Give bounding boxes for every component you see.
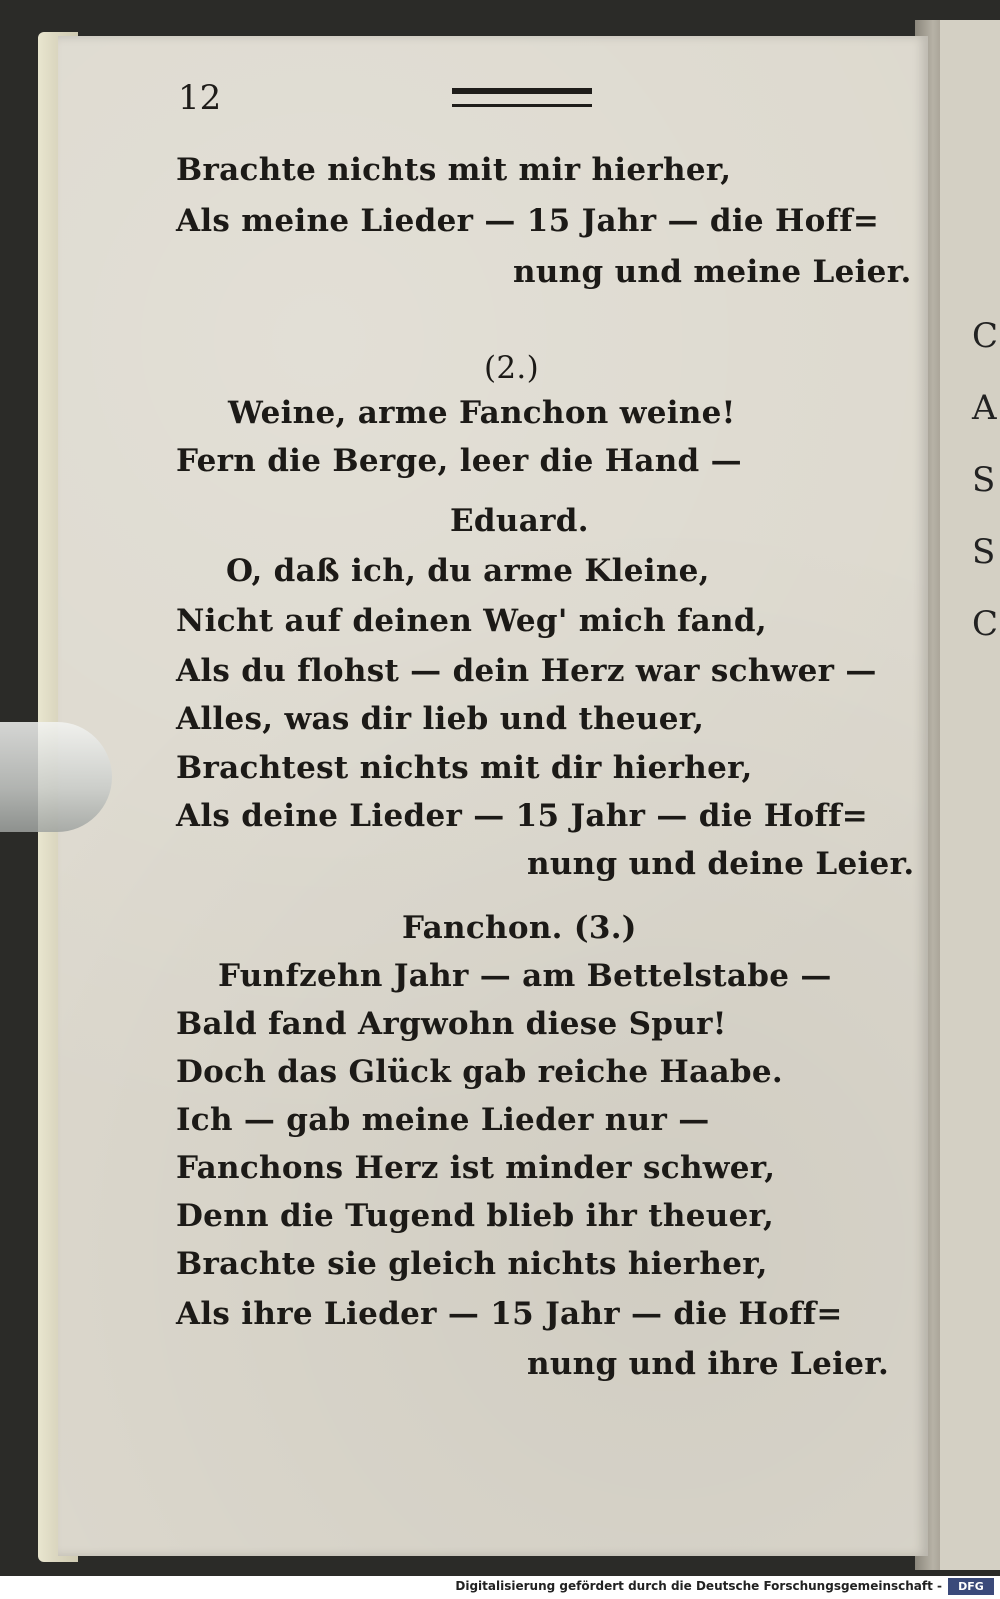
text-line: Denn die Tugend blieb ihr theuer,	[176, 1198, 775, 1234]
text-line: nung und meine Leier.	[513, 254, 912, 290]
text-line: nung und ihre Leier.	[527, 1346, 890, 1382]
next-page-glyph: C	[972, 604, 999, 644]
text-line: Brachte nichts mit mir hierher,	[176, 152, 732, 188]
speaker-name: Fanchon. (3.)	[402, 910, 637, 946]
page-number: 12	[178, 78, 222, 118]
text-line: nung und deine Leier.	[527, 846, 915, 882]
text-line: Nicht auf deinen Weg' mich fand,	[176, 603, 767, 639]
footer-bar	[0, 1576, 1000, 1599]
next-page-glyph: S	[972, 460, 996, 500]
section-number: (2.)	[484, 350, 539, 386]
text-line: Weine, arme Fanchon weine!	[228, 395, 736, 431]
header-rule-thin	[452, 104, 592, 107]
next-page-glyph: S	[972, 532, 996, 572]
text-line: O, daß ich, du arme Kleine,	[226, 553, 710, 589]
next-page-glyph: A	[972, 388, 997, 428]
text-line: Bald fand Argwohn diese Spur!	[176, 1006, 727, 1042]
text-line: Ich — gab meine Lieder nur —	[176, 1102, 710, 1138]
text-line: Fern die Berge, leer die Hand —	[176, 443, 742, 479]
next-page-glyph: C	[972, 316, 999, 356]
text-line: Fanchons Herz ist minder schwer,	[176, 1150, 776, 1186]
page-clip	[0, 722, 112, 832]
next-page-glyphs	[972, 300, 1000, 660]
text-line: Als ihre Lieder — 15 Jahr — die Hoff=	[176, 1296, 843, 1332]
text-line: Als du flohst — dein Herz war schwer —	[176, 653, 877, 689]
header-rule	[452, 88, 592, 94]
dfg-logo: DFG	[948, 1578, 994, 1595]
footer-credit: Digitalisierung gefördert durch die Deutsche Forschungsgemeinschaft -	[455, 1579, 942, 1593]
text-line: Alles, was dir lieb und theuer,	[176, 701, 705, 737]
next-page	[940, 20, 1000, 1570]
text-line: Als meine Lieder — 15 Jahr — die Hoff=	[176, 203, 880, 239]
text-line: Doch das Glück gab reiche Haabe.	[176, 1054, 783, 1090]
text-line: Als deine Lieder — 15 Jahr — die Hoff=	[176, 798, 869, 834]
text-line: Brachte sie gleich nichts hierher,	[176, 1246, 768, 1282]
text-line: Brachtest nichts mit dir hierher,	[176, 750, 753, 786]
speaker-name: Eduard.	[450, 503, 589, 539]
text-line: Funfzehn Jahr — am Bettelstabe —	[218, 958, 832, 994]
